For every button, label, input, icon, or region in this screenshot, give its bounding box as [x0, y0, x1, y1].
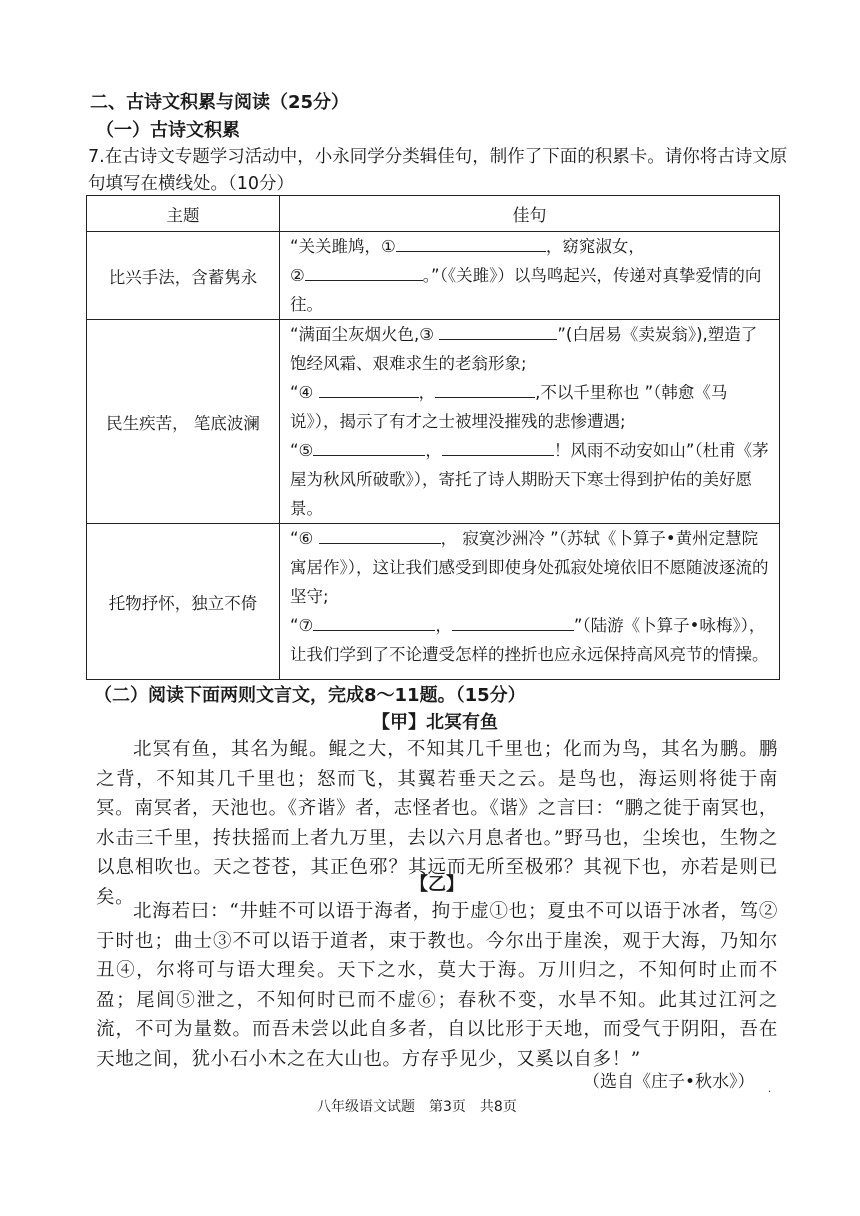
passage-source: （选自《庄子•秋水》）: [583, 1072, 755, 1092]
answer-blank-7b[interactable]: [452, 612, 574, 631]
answer-blank-2[interactable]: [305, 262, 423, 281]
answer-blank-5a[interactable]: [313, 437, 425, 456]
passage-a-text: 北冥有鱼，其名为鲲。鲲之大，不知其几千里也；化而为鸟，其名为鹏。鹏之背，不知其几千里也；怒而飞，其翼若垂天之云。是鸟也，海运则将徙于南冥。南冥者，天池也。《齐谐》者，志怪者也。《谐》之言曰：“鹏之徙于南冥也，水击三千里，抟扶摇而上者九万里，去以六月息者也。”野马也，尘埃也，生物之以息相吹也。天之苍苍，其正色邪？其远而无所至极邪？其视下也，亦若是则已矣。: [96, 739, 778, 908]
line-text: ， 寂寞沙洲冷 ”（苏轼《卜算子•黄州定慧院寓居作》），这让我们感受到即使身处孤寂处境依旧不愿随波逐流的坚守;: [290, 529, 769, 606]
line-text: “⑤: [290, 441, 314, 460]
section-heading: 二、古诗文积累与阅读（25分）: [90, 92, 350, 113]
row-lines: [280, 232, 780, 320]
line-text: ②: [290, 266, 305, 285]
table-row: [87, 232, 780, 320]
column-header-lines: 佳句: [280, 196, 780, 232]
answer-blank-4a[interactable]: [319, 379, 419, 398]
line-text: ”（陆游《卜算子•咏梅》），让我们学到了不论遭受怎样的挫折也应永远保持高风亮节的情操。: [290, 616, 769, 664]
line-text: ，: [435, 616, 452, 635]
page-footer: 八年级语文试题 第3页 共8页: [317, 1099, 517, 1115]
line-text: ，: [418, 383, 436, 402]
line-text: “满面尘灰烟火色,③: [290, 325, 440, 344]
reading-heading: （二）阅读下面两则文言文，完成8～11题。（15分）: [94, 685, 526, 706]
passage-a-title: 【甲】北冥有鱼: [372, 712, 498, 733]
row-lines: [280, 320, 780, 524]
line-text: “⑥: [290, 529, 319, 548]
line-text: ！风雨不动安如山”（杜甫《茅屋为秋风所破歌》），寄托了诗人期盼天下寒士得到护佑的美好愿景。: [290, 441, 769, 518]
subsection-heading: （一）古诗文积累: [96, 120, 240, 141]
row-theme: 比兴手法，含蓄隽永: [87, 232, 280, 320]
line-text: 。”（《关雎》）以鸟鸣起兴，传递对真挚爱情的向往。: [290, 266, 762, 314]
column-header-theme: 主题: [87, 196, 280, 232]
answer-blank-1[interactable]: [396, 233, 546, 252]
answer-blank-7a[interactable]: [313, 612, 435, 631]
table-row: [87, 320, 780, 524]
line-text: ”(白居易《卖炭翁》),塑造了饱经风霜、艰难求生的老翁形象;: [290, 325, 758, 373]
line-text: “④: [290, 383, 319, 402]
accumulation-card-table: [86, 195, 780, 680]
table-row: [87, 524, 780, 680]
row-lines: [280, 524, 780, 680]
row-theme: 民生疾苦， 笔底波澜: [87, 320, 280, 524]
question-7-prompt: 7.在古诗文专题学习活动中，小永同学分类辑佳句，制作了下面的积累卡。请你将古诗文原句填写在横线处。（10分）: [88, 147, 788, 194]
passage-b-title: 【乙】: [410, 874, 464, 895]
line-text: ，: [425, 441, 442, 460]
answer-blank-4b[interactable]: [435, 379, 535, 398]
scan-mark: ·: [768, 1087, 772, 1098]
line-text: ,不以千里称也 ”（韩愈《马说》），揭示了有才之士被埋没摧残的悲惨遭遇;: [290, 383, 728, 431]
answer-blank-3[interactable]: [439, 321, 557, 340]
line-text: ，窈窕淑女，: [545, 237, 645, 256]
row-theme: 托物抒怀，独立不倚: [87, 524, 280, 680]
line-text: “关关雎鸠，①: [290, 237, 396, 256]
answer-blank-6[interactable]: [319, 525, 441, 544]
line-text: “⑦: [290, 616, 314, 635]
passage-b-text: 北海若曰：“井蛙不可以语于海者，拘于虚①也；夏虫不可以语于冰者，笃②于时也；曲士③不可以语于道者，束于教也。今尔出于崖涘，观于大海，乃知尔丑④，尔将可与语大理矣。天下之水，莫大于海。万川归之，不知何时止而不盈；尾闾⑤泄之，不知何时已而不虚⑥；春秋不变，水旱不知。此其过江河之流，不可为量数。而吾未尝以此自多者，自以比形于天地，而受气于阴阳，吾在天地之间，犹小石小木之在大山也。方存乎见少，又奚以自多！”: [96, 901, 778, 1070]
answer-blank-5b[interactable]: [442, 437, 554, 456]
